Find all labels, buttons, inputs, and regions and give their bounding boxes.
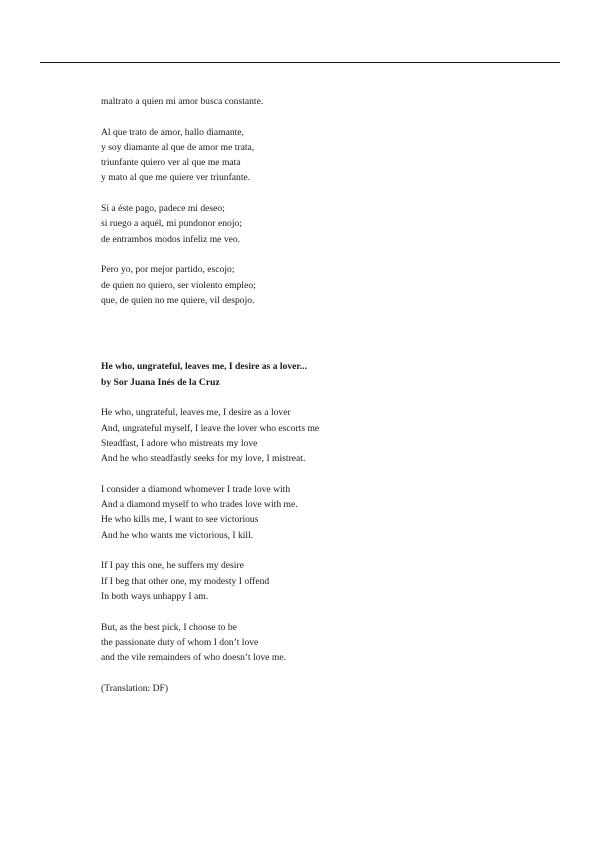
poem-title: He who, ungrateful, leaves me, I desire as a lover... [101, 361, 307, 373]
spanish-poem [101, 94, 541, 308]
spanish-stanza-2 [101, 125, 541, 186]
poem-line: de entrambos modos infeliz me veo. [101, 233, 241, 245]
poem-line: In both ways unhappy I am. [101, 590, 209, 602]
poem-line: He who, ungrateful, leaves me, I desire as a lover [101, 407, 291, 419]
translation-credit [101, 681, 541, 696]
poem-line: Steadfast, I adore who mistreats my love [101, 437, 258, 449]
poem-line: si ruego a aquél, mi pundonor enojo; [101, 218, 242, 230]
english-poem [101, 359, 541, 696]
poem-line: y soy diamante al que de amor me trata, [101, 141, 255, 153]
poem-line: If I beg that other one, my modesty I offend [101, 575, 270, 587]
english-stanza-2 [101, 482, 541, 543]
poem-heading [101, 359, 541, 390]
poem-line: Al que trato de amor, hallo diamante, [101, 126, 244, 138]
poem-line: the passionate duty of whom I don’t love [101, 636, 259, 648]
english-stanza-1 [101, 405, 541, 466]
poem-line: and the vile remainders of who doesn’t love me. [101, 652, 286, 664]
poem-line: He who kills me, I want to see victorious [101, 514, 259, 526]
poem-line: que, de quien no me quiere, vil despojo. [101, 294, 255, 306]
poem-line: And, ungrateful myself, I leave the lover who escorts me [101, 422, 320, 434]
poem-line: But, as the best pick, I choose to be [101, 621, 237, 633]
poem-line: de quien no quiero, ser violento empleo; [101, 279, 256, 291]
english-stanza-4 [101, 620, 541, 666]
poem-line: And he who steadfastly seeks for my love, I mistreat. [101, 453, 306, 465]
section-spacer [101, 323, 541, 359]
poem-line: Pero yo, por mejor partido, escojo; [101, 264, 235, 276]
poem-line: If I pay this one, he suffers my desire [101, 560, 244, 572]
poem-line: I consider a diamond whomever I trade love with [101, 483, 291, 495]
page-body [101, 94, 541, 711]
poem-line: maltrato a quien mi amor busca constante. [101, 96, 264, 107]
spanish-stanza-3 [101, 201, 541, 247]
poem-author: by Sor Juana Inés de la Cruz [101, 376, 220, 388]
poem-line: And a diamond myself to who trades love with me. [101, 499, 298, 511]
poem-line: triunfante quiero ver al que me mata [101, 157, 241, 169]
spanish-stanza-4 [101, 262, 541, 308]
poem-line: y mato al que me quiere ver triunfante. [101, 172, 251, 184]
poem-line: And he who wants me victorious, I kill. [101, 529, 254, 541]
header-rule [40, 62, 560, 63]
poem-line: Si a éste pago, padece mi deseo; [101, 203, 225, 215]
spanish-stanza-1 [101, 94, 541, 109]
translation-note: (Translation: DF) [101, 682, 169, 694]
english-stanza-3 [101, 558, 541, 604]
